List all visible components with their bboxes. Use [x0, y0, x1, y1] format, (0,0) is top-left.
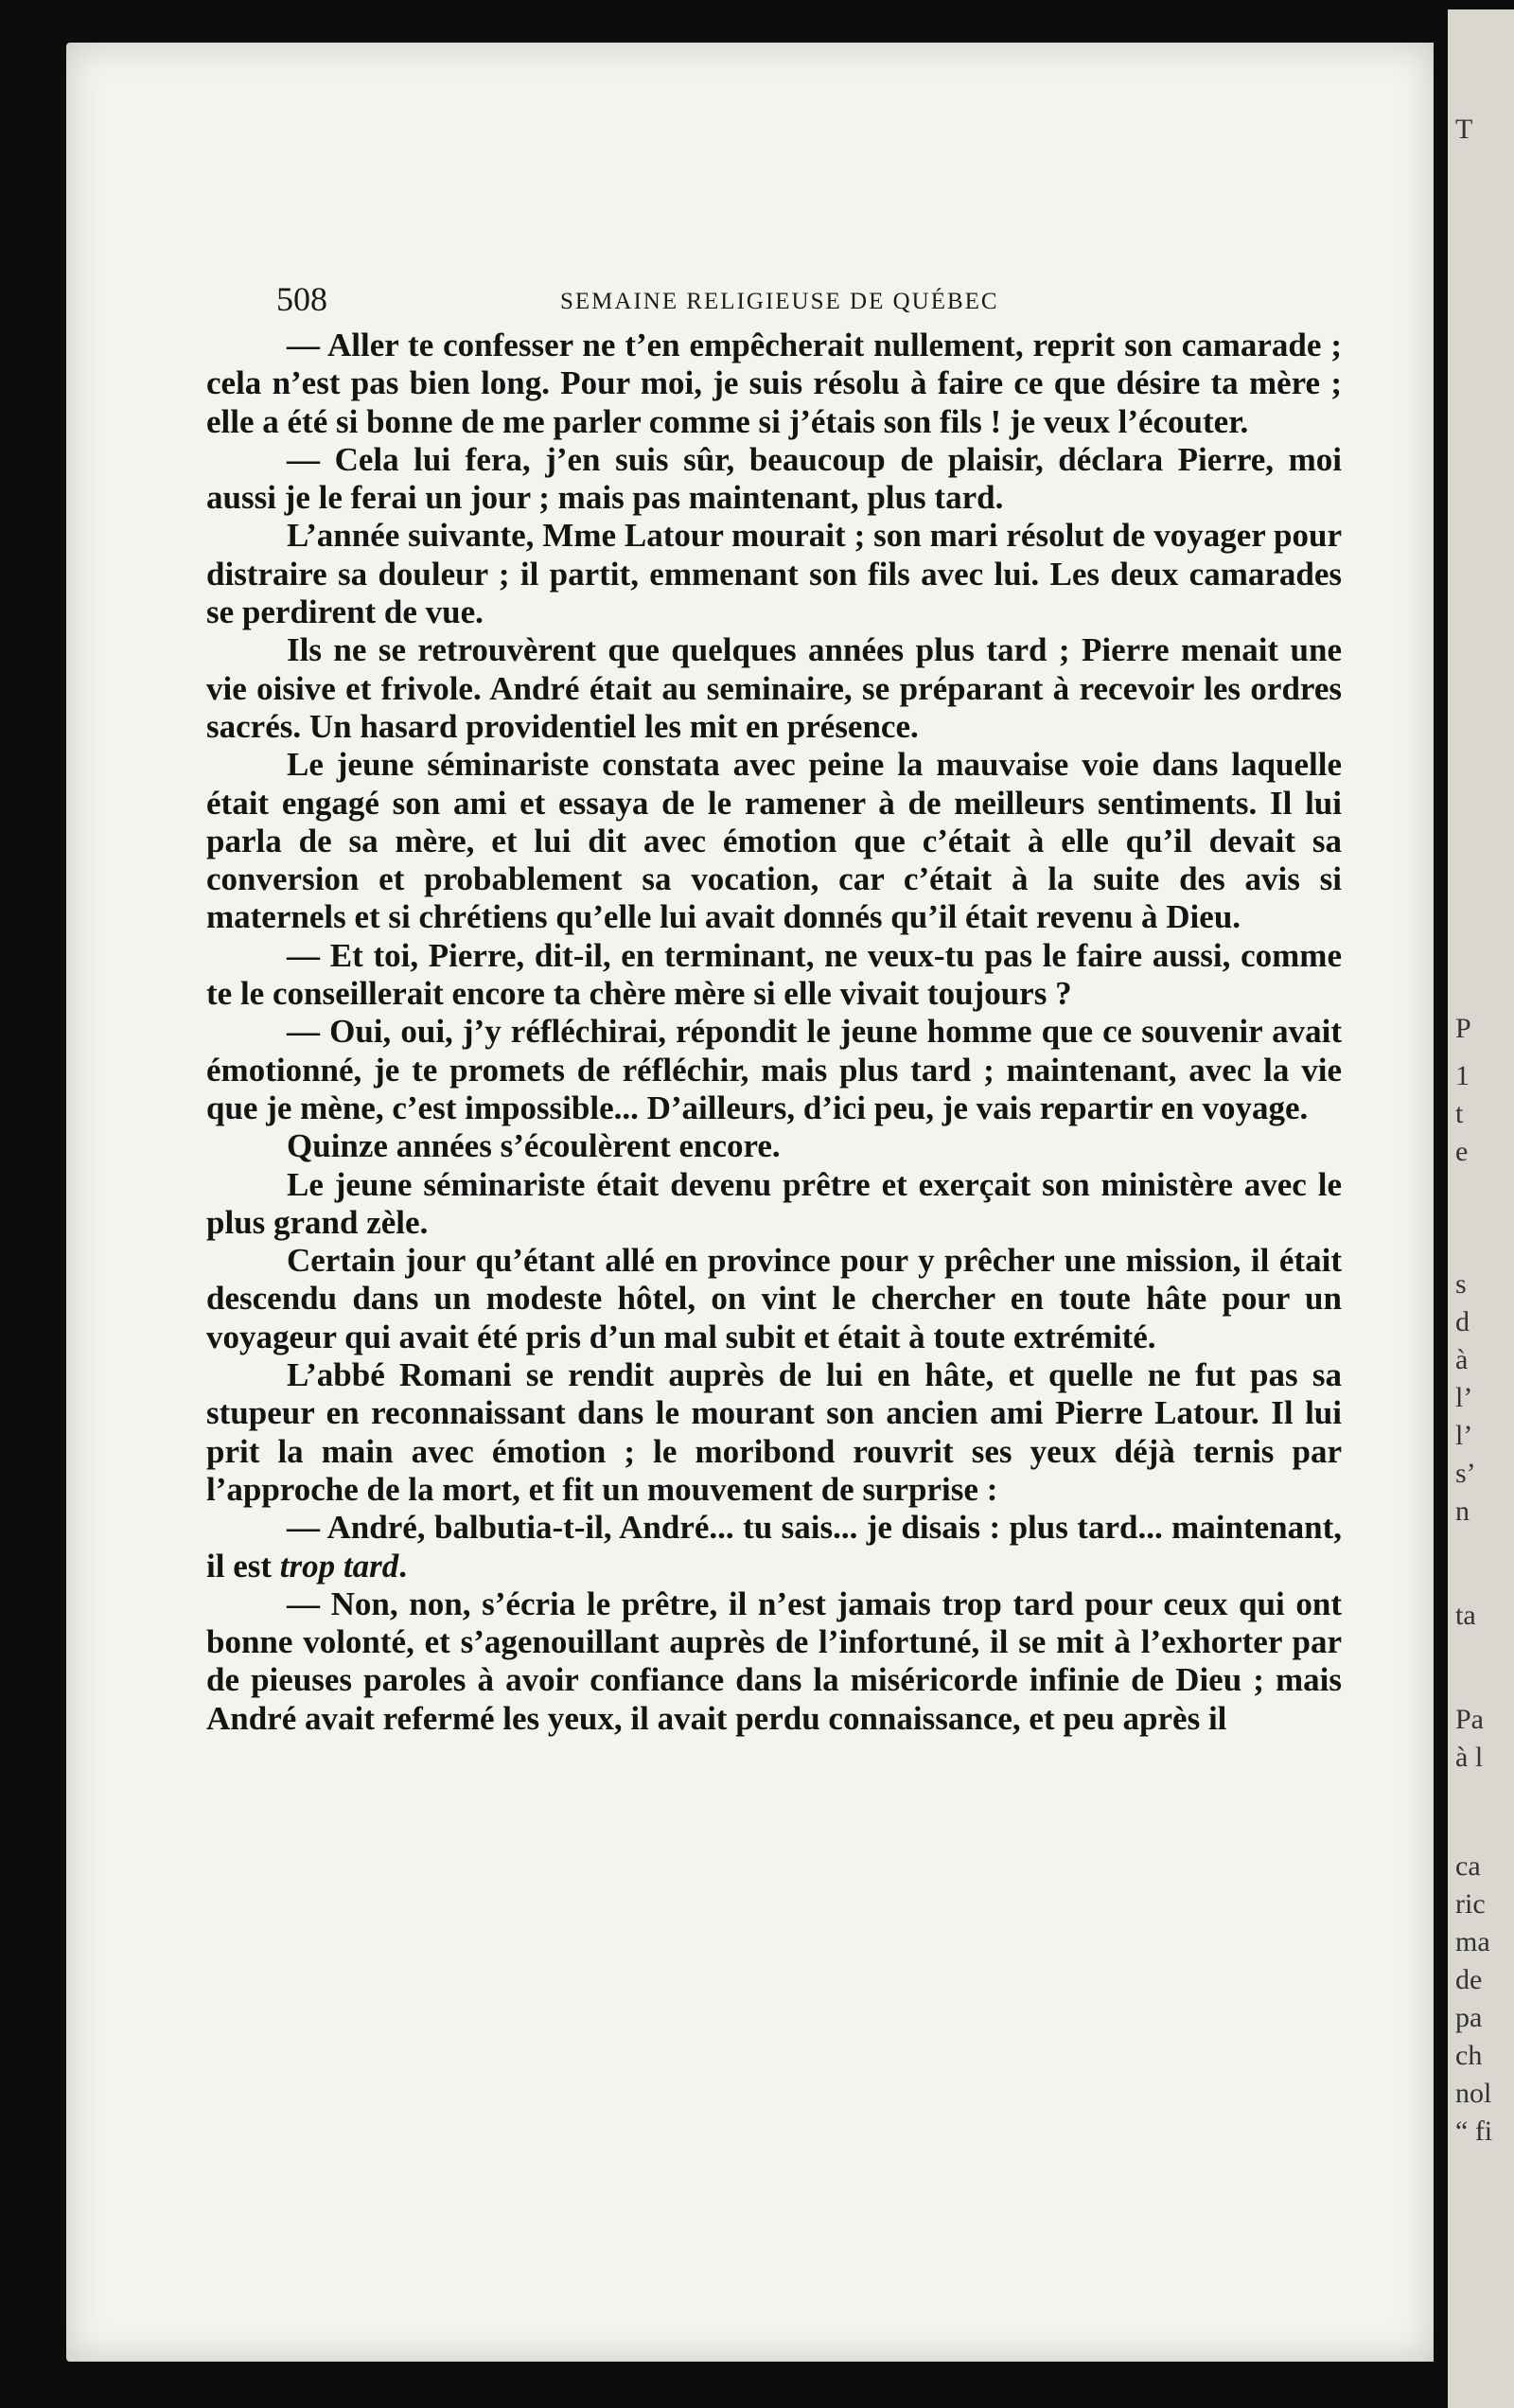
facing-fragment: s’: [1455, 1458, 1476, 1489]
page-header: [276, 279, 1412, 327]
facing-fragment: T: [1455, 114, 1473, 145]
paragraph: — Non, non, s’écria le prêtre, il n’est jamais trop tard pour ceux qui ont bonne volonté, et s’agenouillant auprès de l’infortuné, il se mit à l’exhorter par de pieuses paroles à avoir confiance dans la miséricorde infinie de Dieu ; mais André avait refermé les yeux, il avait perdu connaissance, et peu après il: [206, 1585, 1342, 1737]
facing-fragment: à l: [1455, 1742, 1484, 1773]
facing-fragment: e: [1455, 1136, 1469, 1167]
facing-fragment: t: [1455, 1098, 1464, 1129]
facing-fragment: ch: [1455, 2040, 1483, 2071]
paragraph: L’année suivante, Mme Latour mourait ; son mari résolut de voyager pour distraire sa douleur ; il partit, emmenant son fils avec lui. Les deux camarades se perdirent de vue.: [206, 517, 1342, 631]
running-head: SEMAINE RELIGIEUSE DE QUÉBEC: [560, 289, 999, 314]
paragraph: L’abbé Romani se rendit auprès de lui en hâte, et quelle ne fut pas sa stupeur en reconnaissant dans le mourant son ancien ami Pierre Latour. Il lui prit la main avec émotion ; le moribond rouvrit ses yeux déjà ternis par l’approche de la mort, et fit un mouvement de surprise :: [206, 1356, 1342, 1508]
body-text: [206, 327, 1342, 1738]
paragraph: Le jeune séminariste constata avec peine la mauvaise voie dans laquelle était engagé son ami et essaya de le ramener à de meilleurs sentiments. Il lui parla de sa mère, et lui dit avec émotion que c’était à elle qu’il devait sa conversion et probablement sa vocation, car c’était à la suite des avis si maternels et si chrétiens qu’elle lui avait donnés qu’il était revenu à Dieu.: [206, 746, 1342, 936]
facing-fragment: s: [1455, 1268, 1467, 1300]
facing-fragment: de: [1455, 1964, 1483, 1995]
facing-fragment: nol: [1455, 2078, 1492, 2109]
facing-fragment: à: [1455, 1344, 1469, 1375]
dialogue-text: — André, balbutia-t-il, André... tu sais... je disais : plus tard... maintenant, il est: [206, 1509, 1342, 1585]
paragraph: Certain jour qu’étant allé en province pour y prêcher une mission, il était descendu dans un modeste hôtel, on vint le chercher en toute hâte pour un voyageur qui avait été pris d’un mal subit et était à toute extrémité.: [206, 1242, 1342, 1355]
facing-fragment: 1: [1455, 1060, 1470, 1091]
dialogue-italic: trop tard: [279, 1547, 399, 1585]
dialogue-end: .: [398, 1547, 407, 1585]
dialogue-paragraph: [206, 1509, 1342, 1585]
facing-fragment: “ fi: [1455, 2116, 1493, 2147]
facing-fragment: n: [1455, 1496, 1470, 1527]
paragraph: — Oui, oui, j’y réfléchirai, répondit le jeune homme que ce souvenir avait émotionné, je te promets de réfléchir, mais plus tard ; maintenant, avec la vie que je mène, c’est impossible... D’ailleurs, d’ici peu, je vais repartir en voyage.: [206, 1013, 1342, 1126]
facing-fragment: ta: [1455, 1600, 1476, 1631]
facing-fragment: ric: [1455, 1888, 1486, 1920]
facing-fragment: Pa: [1455, 1704, 1484, 1735]
facing-fragment: l’: [1455, 1382, 1473, 1413]
paragraph: — Aller te confesser ne t’en empêcherait nullement, reprit son camarade ; cela n’est pas bien long. Pour moi, je suis résolu à faire ce que désire ta mère ; elle a été si bonne de me parler comme si j’étais son fils ! je veux l’écouter.: [206, 327, 1342, 440]
facing-fragment: P: [1455, 1013, 1471, 1044]
paragraph: Quinze années s’écoulèrent encore.: [287, 1127, 781, 1165]
paragraph: — Et toi, Pierre, dit-il, en terminant, ne veux-tu pas le faire aussi, comme te le conseillerait encore ta chère mère si elle vivait toujours ?: [206, 936, 1342, 1013]
paragraph: Ils ne se retrouvèrent que quelques années plus tard ; Pierre menait une vie oisive et frivole. André était au seminaire, se préparant à recevoir les ordres sacrés. Un hasard providentiel les mit en présence.: [206, 631, 1342, 745]
facing-fragment: ca: [1455, 1850, 1481, 1882]
paragraph: Le jeune séminariste était devenu prêtre et exerçait son ministère avec le plus grand zèle.: [206, 1165, 1342, 1241]
facing-fragment: l’: [1455, 1420, 1473, 1451]
facing-fragment: ma: [1455, 1926, 1490, 1957]
facing-fragment: d: [1455, 1306, 1470, 1337]
facing-page-edge: [1448, 9, 1514, 2408]
page-number: 508: [276, 280, 327, 318]
paragraph: — Cela lui fera, j’en suis sûr, beaucoup de plaisir, déclara Pierre, moi aussi je le ferai un jour ; mais pas maintenant, plus tard.: [206, 440, 1342, 517]
facing-fragment: pa: [1455, 2002, 1483, 2033]
